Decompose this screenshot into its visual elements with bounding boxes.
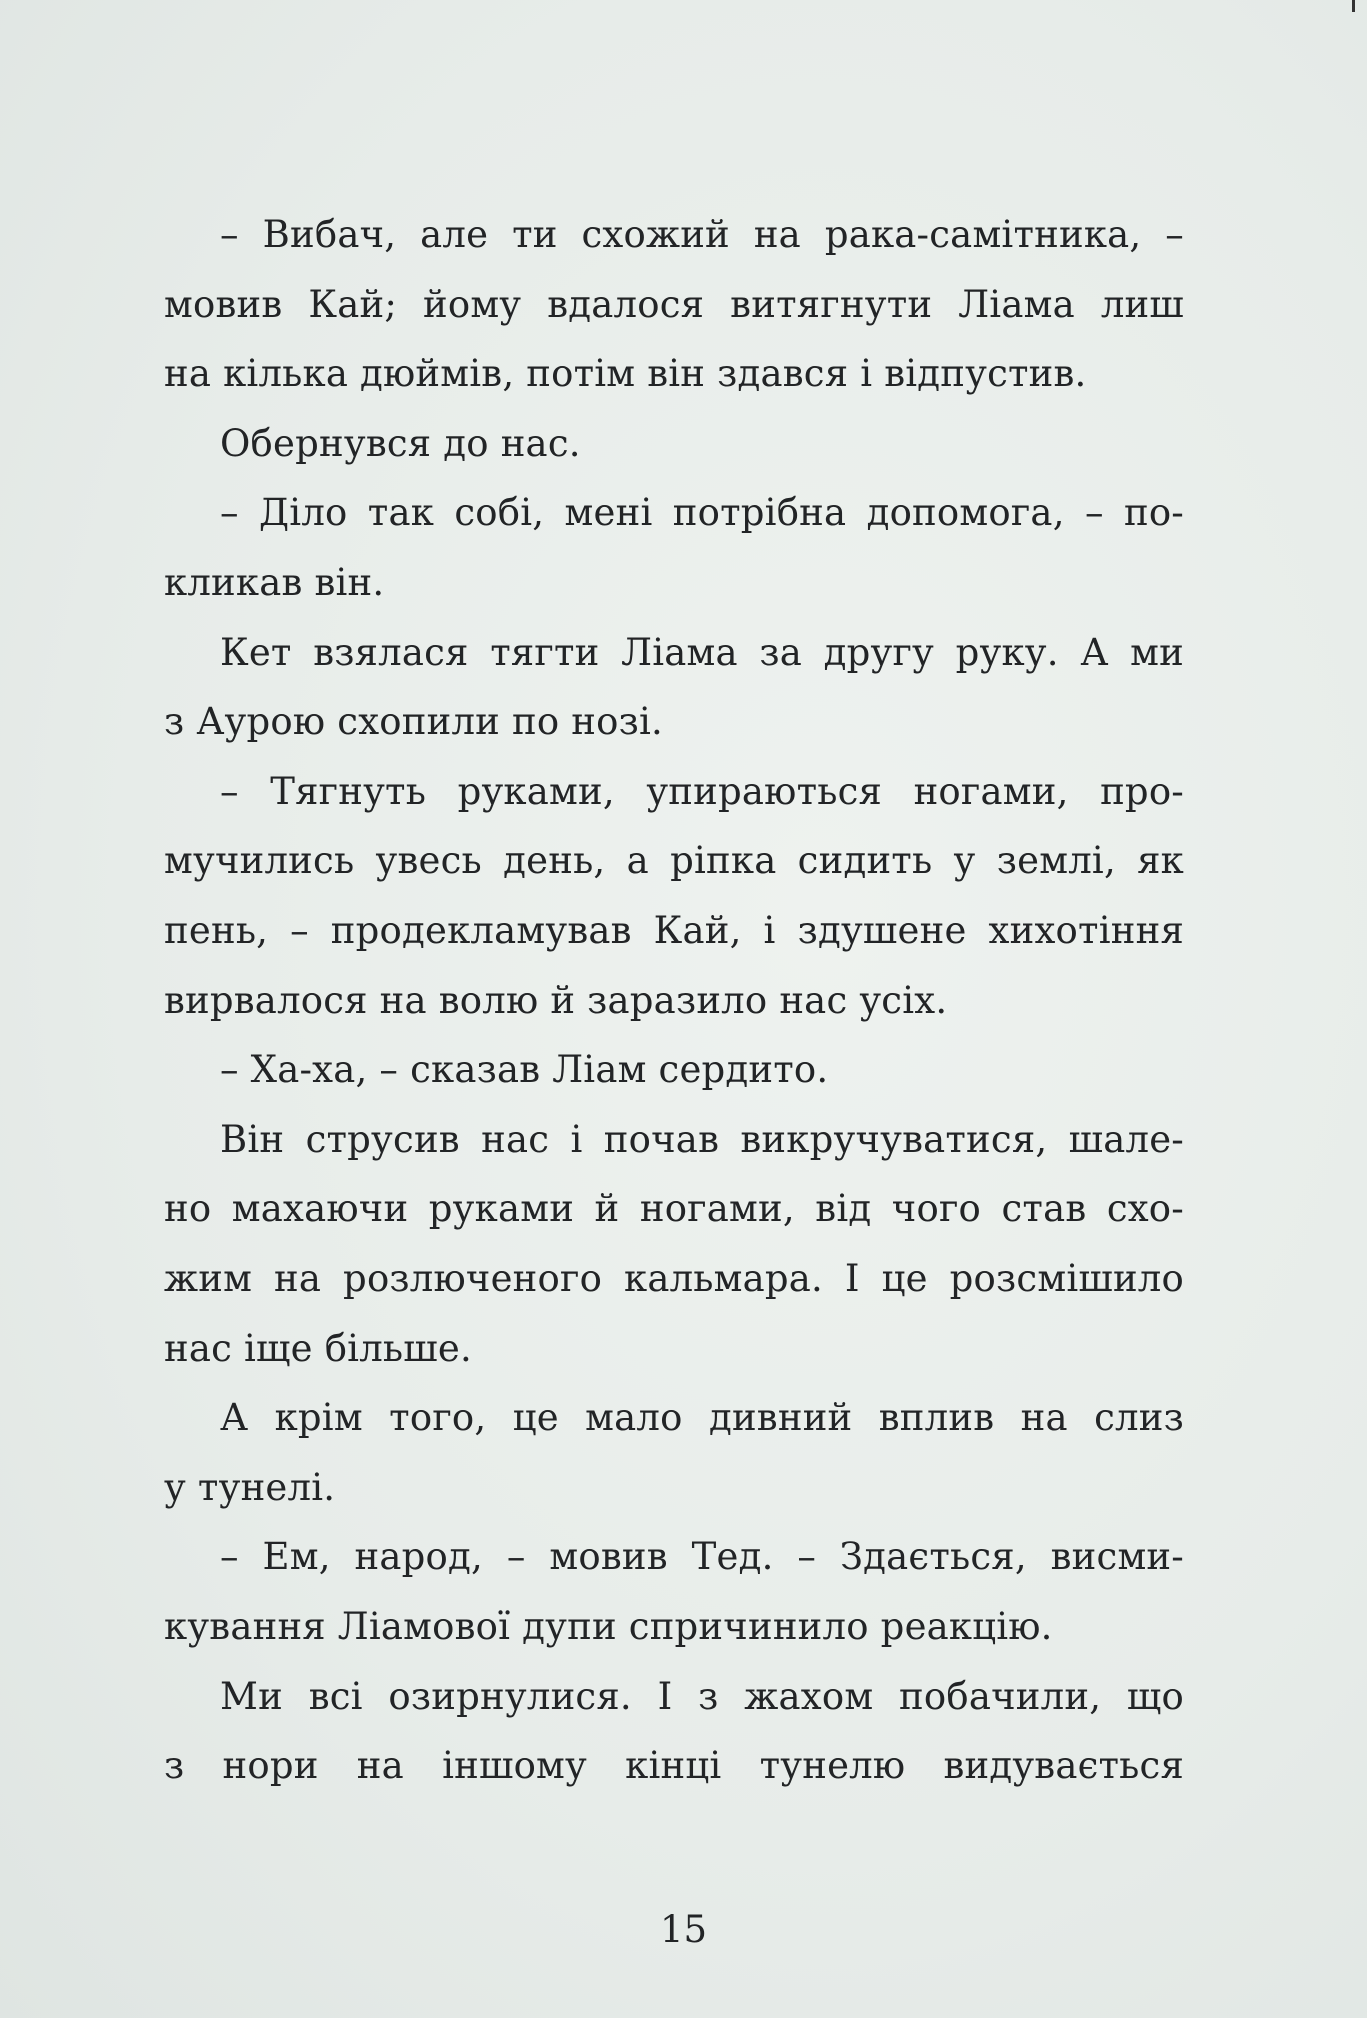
text-line: жим на розлюченого кальмара. І це розсмішило: [164, 1257, 1184, 1300]
text-line: но махаючи руками й ногами, від чого став схо-: [164, 1187, 1184, 1231]
text-line: з Аурою схопили по нозі.: [164, 700, 663, 744]
text-line: у тунелі.: [164, 1465, 336, 1509]
text-line: кування Ліамової дупи спричинило реакцію.: [164, 1605, 1053, 1648]
text-line: мовив Кай; йому вдалося витягнути Ліама лиш: [164, 282, 1184, 326]
text-line: на кілька дюймів, потім він здався і відпустив.: [164, 352, 1087, 396]
text-line: пень, – продекламував Кай, і здушене хихотіння: [164, 909, 1184, 952]
text-line: – Тягнуть руками, упираються ногами, про-: [220, 769, 1184, 813]
text-line: – Ем, народ, – мовив Тед. – Здається, висми-: [220, 1535, 1184, 1579]
text-line: Кет взялася тягти Ліама за другу руку. А ми: [220, 630, 1184, 674]
text-line: з нори на іншому кінці тунелю видувається: [164, 1744, 1184, 1788]
text-line: нас іще більше.: [164, 1326, 472, 1370]
text-line: – Вибач, але ти схожий на рака-самітника, –: [220, 213, 1184, 256]
text-line: мучились увесь день, а ріпка сидить у землі, як: [164, 839, 1184, 883]
page-number: 15: [659, 1908, 708, 1951]
text-line: – Ха-ха, – сказав Ліам сердито.: [220, 1048, 829, 1092]
text-line: А крім того, це мало дивний вплив на слиз: [220, 1396, 1184, 1440]
text-line: Обернувся до нас.: [220, 421, 581, 465]
text-line: кликав він.: [164, 561, 385, 604]
text-line: – Діло так собі, мені потрібна допомога, – по-: [220, 491, 1184, 535]
text-line: Ми всі озирнулися. І з жахом побачили, що: [220, 1674, 1184, 1718]
text-line: вирвалося на волю й заразило нас усіх.: [164, 978, 948, 1022]
page-edge-mark: [1352, 0, 1355, 12]
text-line: Він струсив нас і почав викручуватися, шале-: [220, 1117, 1184, 1161]
